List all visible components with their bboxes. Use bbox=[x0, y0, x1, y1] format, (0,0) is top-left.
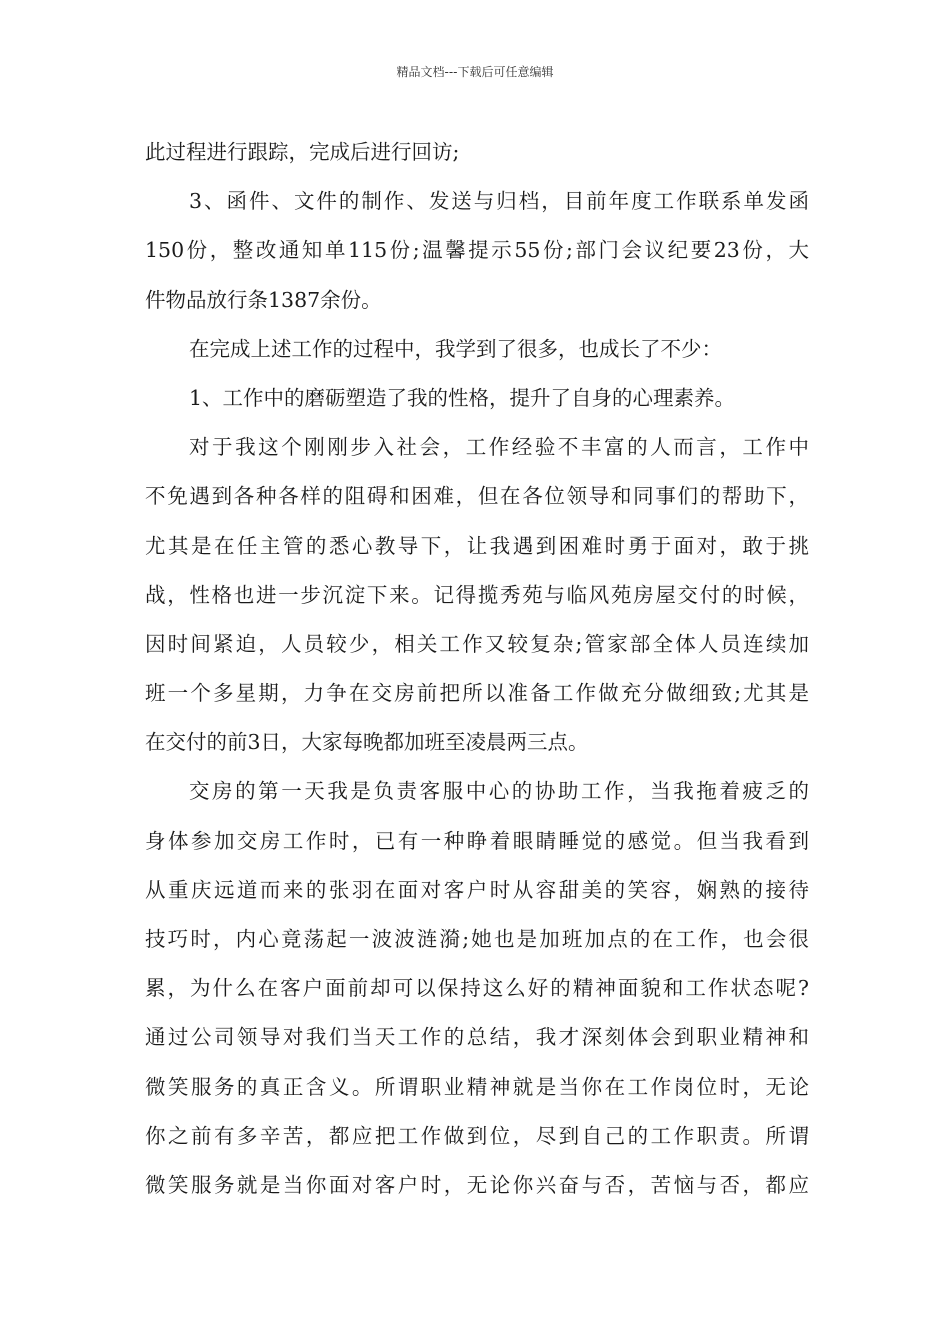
body-text bbox=[145, 128, 809, 1210]
text-line: 件物品放行条1387余份。 bbox=[145, 287, 382, 312]
text-line: 通过公司领导对我们当天工作的总结，我才深刻体会到职业精神和 bbox=[145, 1025, 809, 1050]
text-line: 此过程进行跟踪，完成后进行回访; bbox=[145, 140, 460, 164]
text-line: 在交付的前3日，大家每晚都加班至凌晨两三点。 bbox=[145, 730, 589, 755]
text-line: 因时间紧迫，人员较少，相关工作又较复杂;管家部全体人员连续加 bbox=[145, 631, 809, 656]
text-line: 不免遇到各种各样的阻碍和困难，但在各位领导和同事们的帮助下， bbox=[145, 484, 809, 509]
text-line: 1、工作中的磨砺塑造了我的性格，提升了自身的心理素养。 bbox=[189, 385, 736, 410]
text-line: 交房的第一天我是负责客服中心的协助工作，当我拖着疲乏的 bbox=[189, 779, 809, 804]
text-line: 在完成上述工作的过程中，我学到了很多，也成长了不少： bbox=[189, 336, 722, 361]
text-line: 技巧时，内心竟荡起一波波涟漪;她也是加班加点的在工作，也会很 bbox=[145, 927, 809, 951]
text-line: 微笑服务的真正含义。所谓职业精神就是当你在工作岗位时，无论 bbox=[145, 1074, 809, 1099]
text-line: 尤其是在任主管的悉心教导下，让我遇到困难时勇于面对，敢于挑 bbox=[145, 533, 809, 558]
text-line: 你之前有多辛苦，都应把工作做到位，尽到自己的工作职责。所谓 bbox=[145, 1123, 809, 1148]
text-line: 累，为什么在客户面前却可以保持这么好的精神面貌和工作状态呢? bbox=[145, 976, 809, 1001]
text-line: 身体参加交房工作时，已有一种睁着眼睛睡觉的感觉。但当我看到 bbox=[145, 828, 809, 853]
text-line: 战，性格也进一步沉淀下来。记得揽秀苑与临风苑房屋交付的时候， bbox=[145, 582, 809, 607]
page-header: 精品文档---下载后可任意编辑 bbox=[396, 65, 554, 79]
text-line: 从重庆远道而来的张羽在面对客户时从容甜美的笑容，娴熟的接待 bbox=[145, 877, 809, 902]
text-line: 班一个多星期，力争在交房前把所以准备工作做充分做细致;尤其是 bbox=[145, 681, 809, 706]
text-line: 150份，整改通知单115份;温馨提示55份;部门会议纪要23份，大 bbox=[145, 238, 809, 263]
text-line: 对于我这个刚刚步入社会，工作经验不丰富的人而言，工作中 bbox=[189, 435, 809, 460]
text-line: 3、函件、文件的制作、发送与归档，目前年度工作联系单发函 bbox=[189, 189, 809, 214]
text-line: 微笑服务就是当你面对客户时，无论你兴奋与否，苦恼与否，都应 bbox=[145, 1172, 809, 1197]
